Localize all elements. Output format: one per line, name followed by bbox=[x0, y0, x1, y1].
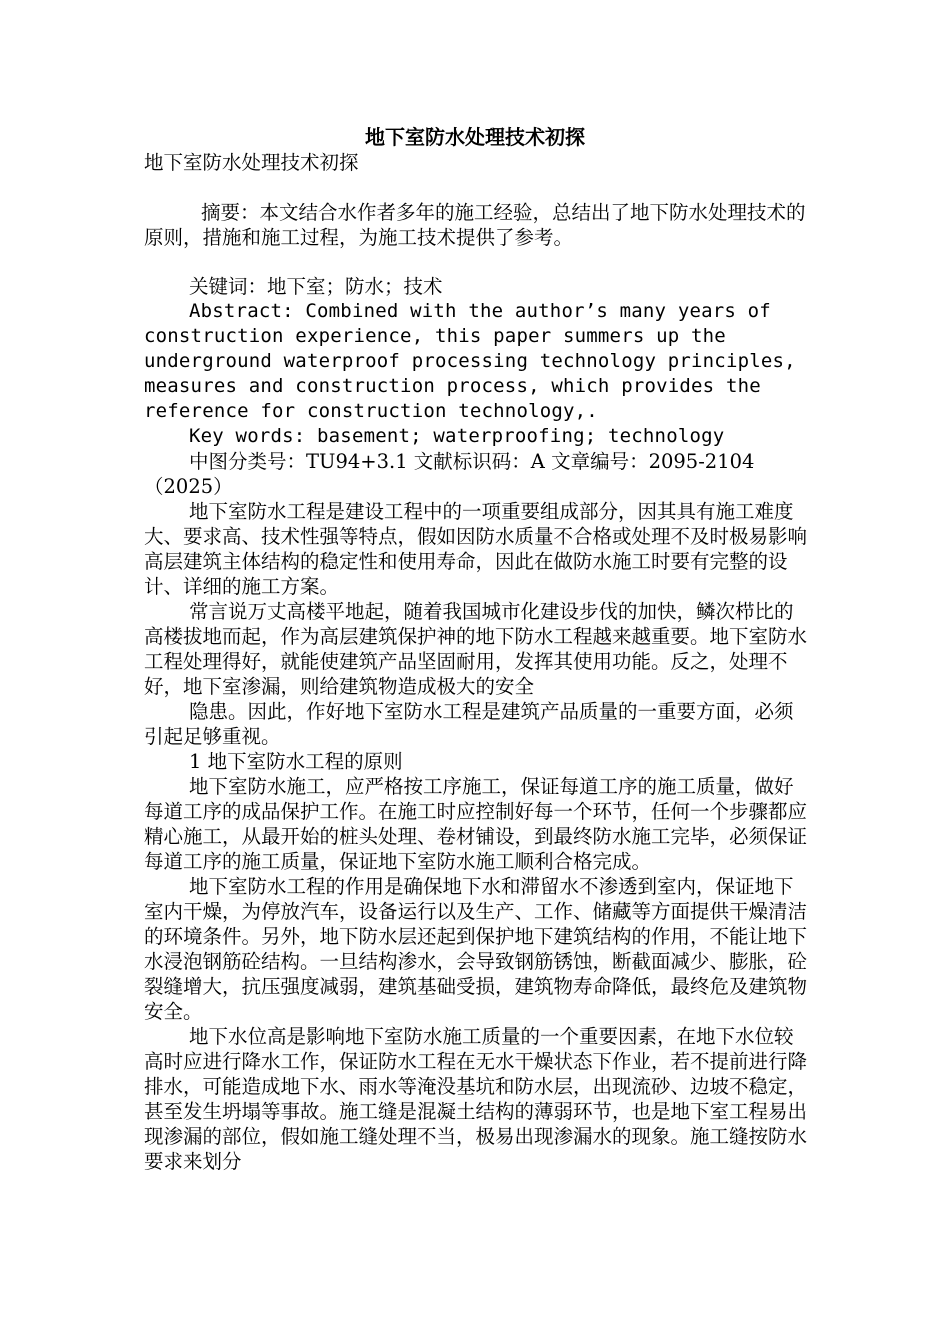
body-paragraph: 常言说万丈高楼平地起，随着我国城市化建设步伐的加快，鳞次栉比的高楼拔地而起，作为高层建筑保护神的地下防水工程越来越重要。地下室防水工程处理得好，就能使建筑产品坚固耐用，发挥其使用功能。反之，处理不好，地下室渗漏，则给建筑物造成极大的安全 bbox=[144, 600, 808, 698]
document-subtitle: 地下室防水处理技术初探 bbox=[144, 151, 359, 174]
body-paragraph: 地下室防水工程的作用是确保地下水和滞留水不渗透到室内，保证地下室内干燥，为停放汽车，设备运行以及生产、工作、储藏等方面提供干燥清洁的环境条件。另外，地下防水层还起到保护地下建筑结构的作用，不能让地下水浸泡钢筋砼结构。一旦结构渗水，会导致钢筋锈蚀，断截面减少、膨胀，砼裂缝增大，抗压强度减弱，建筑基础受损，建筑物寿命降低，最终危及建筑物安全。 bbox=[144, 875, 808, 1023]
abstract-english: Abstract: Combined with the author’s many years of construction experience, this paper summers up the underground waterproof processing technology principles, measures and construction process, which provides the reference for construction technology,. bbox=[144, 300, 796, 422]
section-heading: 1 地下室防水工程的原则 bbox=[189, 750, 403, 773]
body-paragraph: 地下室防水工程是建设工程中的一项重要组成部分，因其具有施工难度大、要求高、技术性强等特点，假如因防水质量不合格或处理不及时极易影响高层建筑主体结构的稳定性和使用寿命，因此在做防水施工时要有完整的设计、详细的施工方案。 bbox=[144, 500, 808, 598]
body-paragraph: 隐患。因此，作好地下室防水工程是建筑产品质量的一重要方面，必须引起足够重视。 bbox=[144, 700, 794, 748]
keywords-english: Key words: basement; waterproofing; technology bbox=[189, 425, 725, 447]
document-title: 地下室防水处理技术初探 bbox=[365, 125, 585, 149]
content-block bbox=[144, 274, 810, 1174]
abstract-chinese: 摘要：本文结合水作者多年的施工经验，总结出了地下防水处理技术的原则，措施和施工过程，为施工技术提供了参考。 bbox=[144, 201, 806, 249]
body-paragraph: 地下室防水施工，应严格按工序施工，保证每道工序的施工质量，做好每道工序的成品保护工作。在施工时应控制好每一个环节，任何一个步骤都应精心施工，从最开始的桩头处理、卷材铺设，到最终防水施工完毕，必须保证每道工序的施工质量，保证地下室防水施工顺利合格完成。 bbox=[144, 775, 808, 873]
classification-line: 中图分类号：TU94+3.1 文献标识码：A 文章编号：2095-2104（2025） bbox=[144, 450, 755, 498]
body-paragraph: 地下水位高是影响地下室防水施工质量的一个重要因素，在地下水位较高时应进行降水工作，保证防水工程在无水干燥状态下作业，若不提前进行降排水，可能造成地下水、雨水等淹没基坑和防水层，出现流砂、边坡不稳定，甚至发生坍塌等事故。施工缝是混凝土结构的薄弱环节，也是地下室工程易出现渗漏的部位，假如施工缝处理不当，极易出现渗漏水的现象。施工缝按防水要求来划分 bbox=[144, 1025, 808, 1173]
keywords-chinese: 关键词：地下室；防水；技术 bbox=[189, 275, 443, 298]
